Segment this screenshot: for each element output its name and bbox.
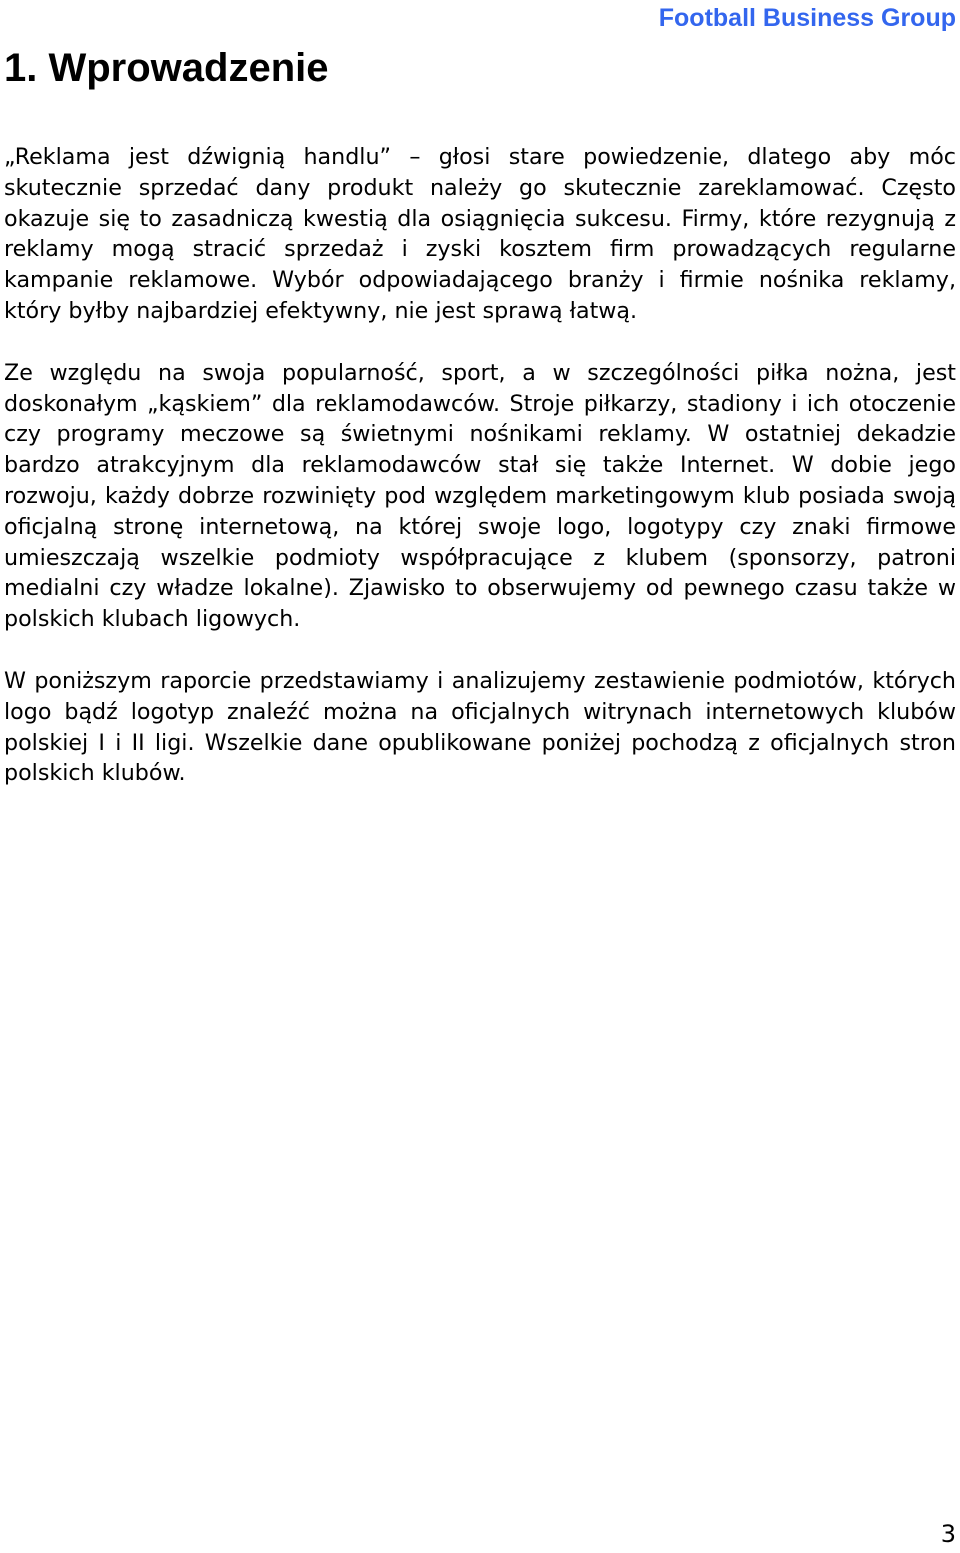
section-title: 1. Wprowadzenie bbox=[4, 46, 329, 90]
paragraph-report-scope: W poniższym raporcie przedstawiamy i analizujemy zestawienie podmiotów, których logo bądź logotyp znaleźć można na oficjalnych witrynach internetowych klubów polskiej I i II ligi. Wszelkie dane opublikowane poniżej pochodzą z oficjalnych stron polskich klubów. bbox=[4, 667, 956, 787]
paragraph-sport-advertising: Ze względu na swoja popularność, sport, a w szczególności piłka nożna, jest doskonałym „kąskiem” dla reklamodawców. Stroje piłkarzy, stadiony i ich otoczenie czy programy meczowe są świetnymi nośnikami reklamy. W ostatniej dekadzie bardzo atrakcyjnym dla reklamodawców stał się także Internet. W dobie jego rozwoju, każdy dobrze rozwinięty pod względem marketingowym klub posiada swoją oficjalną stronę internetową, na której swoje logo, logotypy czy znaki firmowe umieszczają wszelkie podmioty współpracujące z klubem (sponsorzy, patroni medialni czy władze lokalne). Zjawisko to obserwujemy od pewnego czasu także w polskich klubach ligowych. bbox=[4, 359, 956, 633]
header-brand: Football Business Group bbox=[658, 4, 956, 32]
document-body bbox=[4, 142, 956, 820]
paragraph-intro: „Reklama jest dźwignią handlu” – głosi stare powiedzenie, dlatego aby móc skutecznie sprzedać dany produkt należy go skutecznie zareklamować. Często okazuje się to zasadniczą kwestią dla osiągnięcia sukcesu. Firmy, które rezygnują z reklamy mogą stracić sprzedaż i zyski kosztem firm prowadzących regularne kampanie reklamowe. Wybór odpowiadającego branży i firmie nośnika reklamy, który byłby najbardziej efektywny, nie jest sprawą łatwą. bbox=[4, 144, 956, 324]
page-number: 3 bbox=[940, 1520, 956, 1548]
